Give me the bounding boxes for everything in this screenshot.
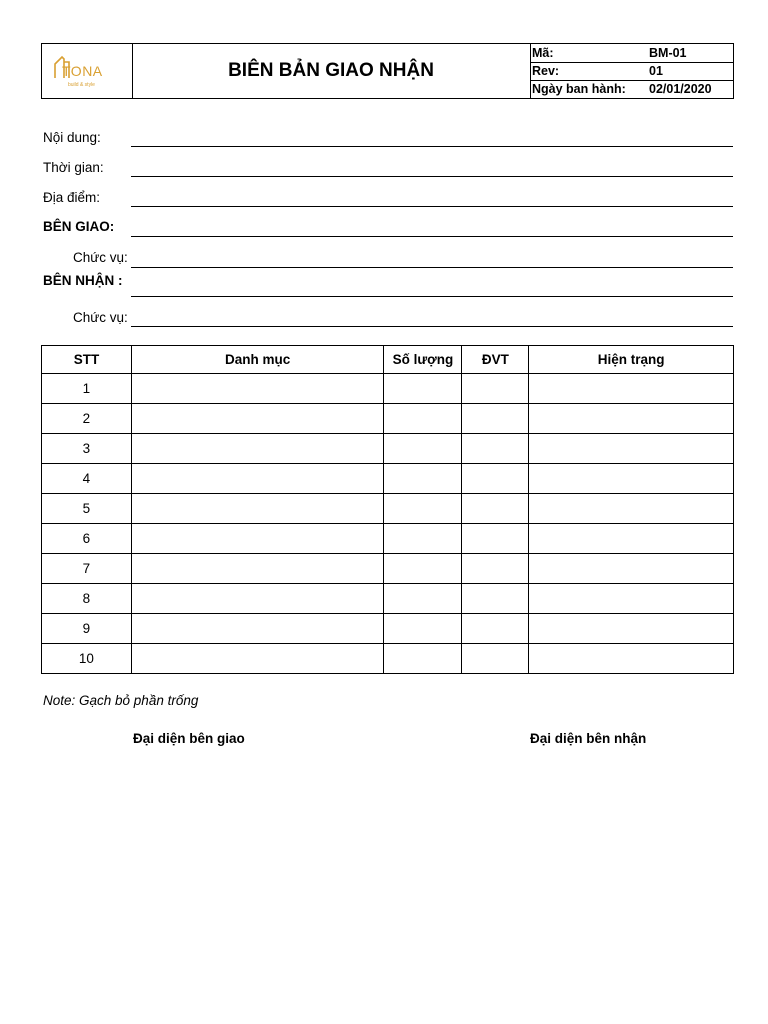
time-field[interactable]	[131, 176, 733, 177]
column-header-item: Danh mục	[131, 346, 384, 374]
quantity-cell[interactable]	[384, 524, 462, 554]
unit-cell[interactable]	[462, 644, 529, 674]
item-cell[interactable]	[131, 464, 384, 494]
receiver-label: BÊN NHẬN :	[43, 273, 123, 288]
items-table	[41, 345, 734, 674]
item-cell[interactable]	[131, 494, 384, 524]
table-row	[42, 404, 734, 434]
meta-date-value: 02/01/2020	[649, 82, 712, 96]
giver-position-field[interactable]	[131, 267, 733, 268]
giver-field[interactable]	[131, 236, 733, 237]
document-title: BIÊN BẢN GIAO NHẬN	[132, 44, 531, 98]
condition-cell[interactable]	[529, 644, 734, 674]
document-meta	[530, 44, 733, 98]
meta-rev-value: 01	[649, 64, 663, 78]
condition-cell[interactable]	[529, 464, 734, 494]
content-field[interactable]	[131, 146, 733, 147]
quantity-cell[interactable]	[384, 464, 462, 494]
table-row	[42, 614, 734, 644]
row-number: 10	[42, 644, 132, 674]
table-row	[42, 464, 734, 494]
unit-cell[interactable]	[462, 494, 529, 524]
condition-cell[interactable]	[529, 614, 734, 644]
giver-label: BÊN GIAO:	[43, 219, 115, 234]
quantity-cell[interactable]	[384, 614, 462, 644]
giver-signature-label: Đại diện bên giao	[133, 731, 245, 746]
meta-code-label: Mã:	[532, 46, 554, 60]
item-cell[interactable]	[131, 404, 384, 434]
condition-cell[interactable]	[529, 494, 734, 524]
quantity-cell[interactable]	[384, 554, 462, 584]
location-field[interactable]	[131, 206, 733, 207]
receiver-position-field[interactable]	[131, 326, 733, 327]
unit-cell[interactable]	[462, 614, 529, 644]
column-header-quantity: Số lượng	[384, 346, 462, 374]
giver-position-label: Chức vụ:	[73, 250, 128, 265]
condition-cell[interactable]	[529, 554, 734, 584]
row-number: 4	[42, 464, 132, 494]
meta-divider	[530, 44, 531, 98]
meta-date-label: Ngày ban hành:	[532, 82, 626, 96]
company-logo: TONA	[62, 63, 103, 79]
column-header-unit: ĐVT	[462, 346, 529, 374]
table-header-row	[42, 346, 734, 374]
unit-cell[interactable]	[462, 434, 529, 464]
quantity-cell[interactable]	[384, 584, 462, 614]
content-label: Nội dung:	[43, 130, 101, 145]
receiver-signature-label: Đại diện bên nhận	[530, 731, 647, 746]
meta-rev	[530, 62, 733, 81]
row-number: 9	[42, 614, 132, 644]
item-cell[interactable]	[131, 584, 384, 614]
column-header-stt: STT	[42, 346, 132, 374]
quantity-cell[interactable]	[384, 644, 462, 674]
unit-cell[interactable]	[462, 524, 529, 554]
condition-cell[interactable]	[529, 404, 734, 434]
column-header-condition: Hiện trạng	[529, 346, 734, 374]
row-number: 2	[42, 404, 132, 434]
row-number: 7	[42, 554, 132, 584]
table-row	[42, 434, 734, 464]
time-label: Thời gian:	[43, 160, 104, 175]
meta-code	[530, 44, 733, 63]
note-text: Note: Gạch bỏ phần trống	[43, 693, 199, 708]
location-label: Địa điểm:	[43, 190, 101, 205]
meta-rev-label: Rev:	[532, 64, 560, 78]
receiver-position-label: Chức vụ:	[73, 310, 128, 325]
item-cell[interactable]	[131, 374, 384, 404]
quantity-cell[interactable]	[384, 434, 462, 464]
row-number: 1	[42, 374, 132, 404]
table-row	[42, 374, 734, 404]
quantity-cell[interactable]	[384, 494, 462, 524]
table-row	[42, 584, 734, 614]
quantity-cell[interactable]	[384, 404, 462, 434]
table-row	[42, 524, 734, 554]
unit-cell[interactable]	[462, 584, 529, 614]
table-row	[42, 554, 734, 584]
row-number: 6	[42, 524, 132, 554]
item-cell[interactable]	[131, 614, 384, 644]
table-row	[42, 644, 734, 674]
meta-code-value: BM-01	[649, 46, 687, 60]
meta-date	[530, 80, 733, 98]
row-number: 3	[42, 434, 132, 464]
quantity-cell[interactable]	[384, 374, 462, 404]
row-number: 5	[42, 494, 132, 524]
unit-cell[interactable]	[462, 464, 529, 494]
unit-cell[interactable]	[462, 554, 529, 584]
item-cell[interactable]	[131, 524, 384, 554]
logo-tagline: build & style	[68, 82, 95, 88]
row-number: 8	[42, 584, 132, 614]
item-cell[interactable]	[131, 554, 384, 584]
item-cell[interactable]	[131, 644, 384, 674]
condition-cell[interactable]	[529, 584, 734, 614]
condition-cell[interactable]	[529, 374, 734, 404]
table-row	[42, 494, 734, 524]
document-header	[41, 43, 734, 99]
condition-cell[interactable]	[529, 434, 734, 464]
receiver-field[interactable]	[131, 296, 733, 297]
condition-cell[interactable]	[529, 524, 734, 554]
item-cell[interactable]	[131, 434, 384, 464]
unit-cell[interactable]	[462, 374, 529, 404]
logo-cell	[42, 44, 133, 98]
unit-cell[interactable]	[462, 404, 529, 434]
